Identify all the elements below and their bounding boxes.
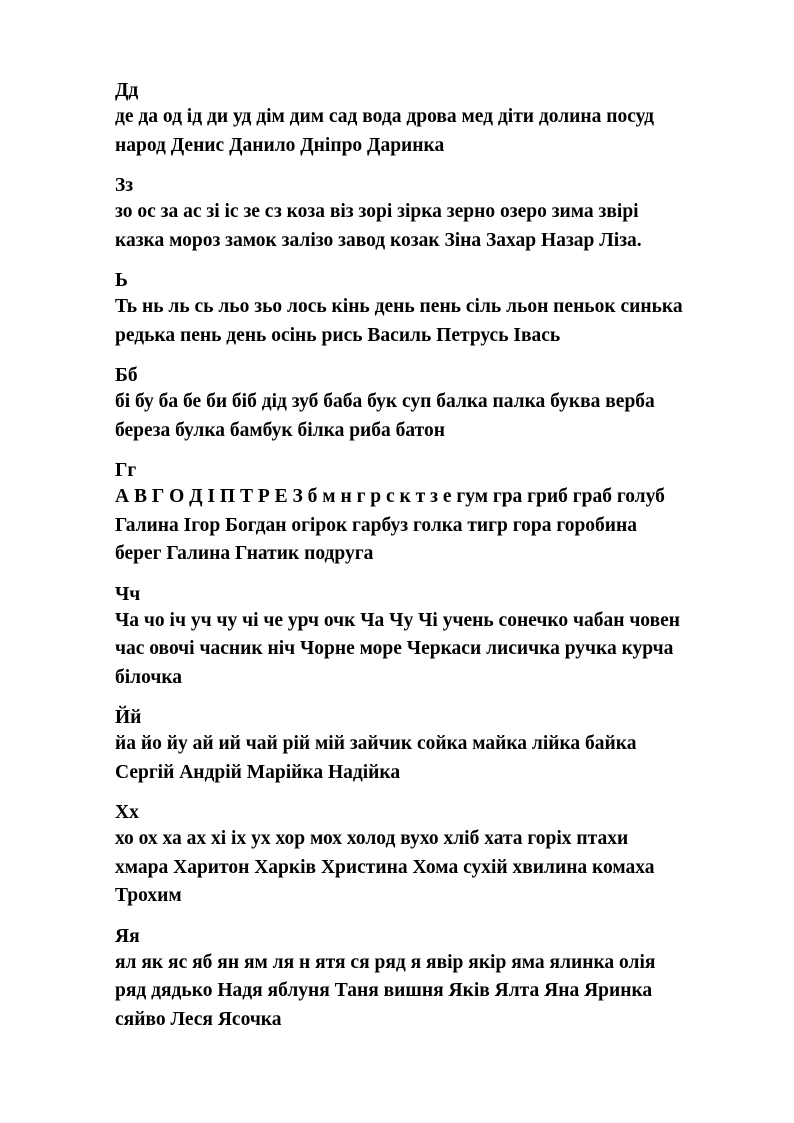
section-letter-b [115,364,755,445]
section-heading: Ь [115,270,128,291]
section-heading: Зз [115,175,134,196]
section-heading: Хх [115,802,139,823]
text-line: бі бу ба бе би біб дід зуб баба бук суп балка палка буква верба [115,391,655,412]
section-letter-z [115,174,755,255]
text-line: хмара Харитон Харків Христина Хома сухій хвилина комаха [115,856,655,878]
text-line: ял як яс яб ян ям ля н ятя ся ряд я явір якір яма ялинка олія [115,951,656,973]
text-line: Трохим [115,885,182,906]
section-heading: Бб [115,365,138,386]
text-line: де да од ід ди уд дім дим сад вода дрова мед діти долина посуд [115,106,655,127]
text-line: берег Галина Гнатик подруга [115,543,374,564]
text-line: А В Г О Д І П Т Р Е З б м н г р с к т з е гум гра гриб граб голуб [115,486,665,507]
section-heading: Чч [115,583,141,605]
section-letter-d [115,79,755,160]
text-line: редька пень день осінь рись Василь Петрусь Івась [115,324,561,346]
text-line: хо ох ха ах хі іх ух хор мох холод вухо хліб хата горіх птахи [115,828,629,849]
section-heading: Яя [115,925,140,947]
text-line: йа йо йу ай ий чай рій мій зайчик сойка майка лійка байка [115,733,637,754]
text-line: зо ос за ас зі іс зе сз коза віз зорі зірка зерно озеро зима звірі [115,201,639,222]
section-heading: Йй [115,707,142,728]
section-letter-ch [115,583,755,693]
section-letter-kh [115,801,755,911]
section-letter-y [115,706,755,787]
text-line: Сергій Андрій Марійка Надійка [115,761,401,783]
text-line: Галина Ігор Богдан огірок гарбуз голка тигр гора горобина [115,514,638,536]
text-line: народ Денис Данило Дніпро Даринка [115,134,445,156]
text-line: Ть нь ль сь льо зьо лось кінь день пень сіль льон пеньок синька [115,296,683,317]
text-line: час овочі часник ніч Чорне море Черкаси лисичка ручка курча [115,638,674,659]
text-line: береза булка бамбук білка риба батон [115,419,445,441]
section-heading: Дд [115,80,139,101]
section-letter-ya [115,925,755,1035]
text-line: казка мороз замок залізо завод козак Зіна Захар Назар Ліза. [115,229,642,251]
document-page [115,79,755,1048]
section-soft-sign [115,269,755,350]
text-line: сяйво Леся Ясочка [115,1008,282,1030]
section-heading: Гг [115,460,137,481]
text-line: білочка [115,666,183,688]
text-line: Ча чо іч уч чу чі че урч очк Ча Чу Чі учень сонечко чабан човен [115,609,680,631]
text-line: ряд дядько Надя яблуня Таня вишня Яків Ялта Яна Яринка [115,980,653,1001]
section-letter-h [115,459,755,569]
